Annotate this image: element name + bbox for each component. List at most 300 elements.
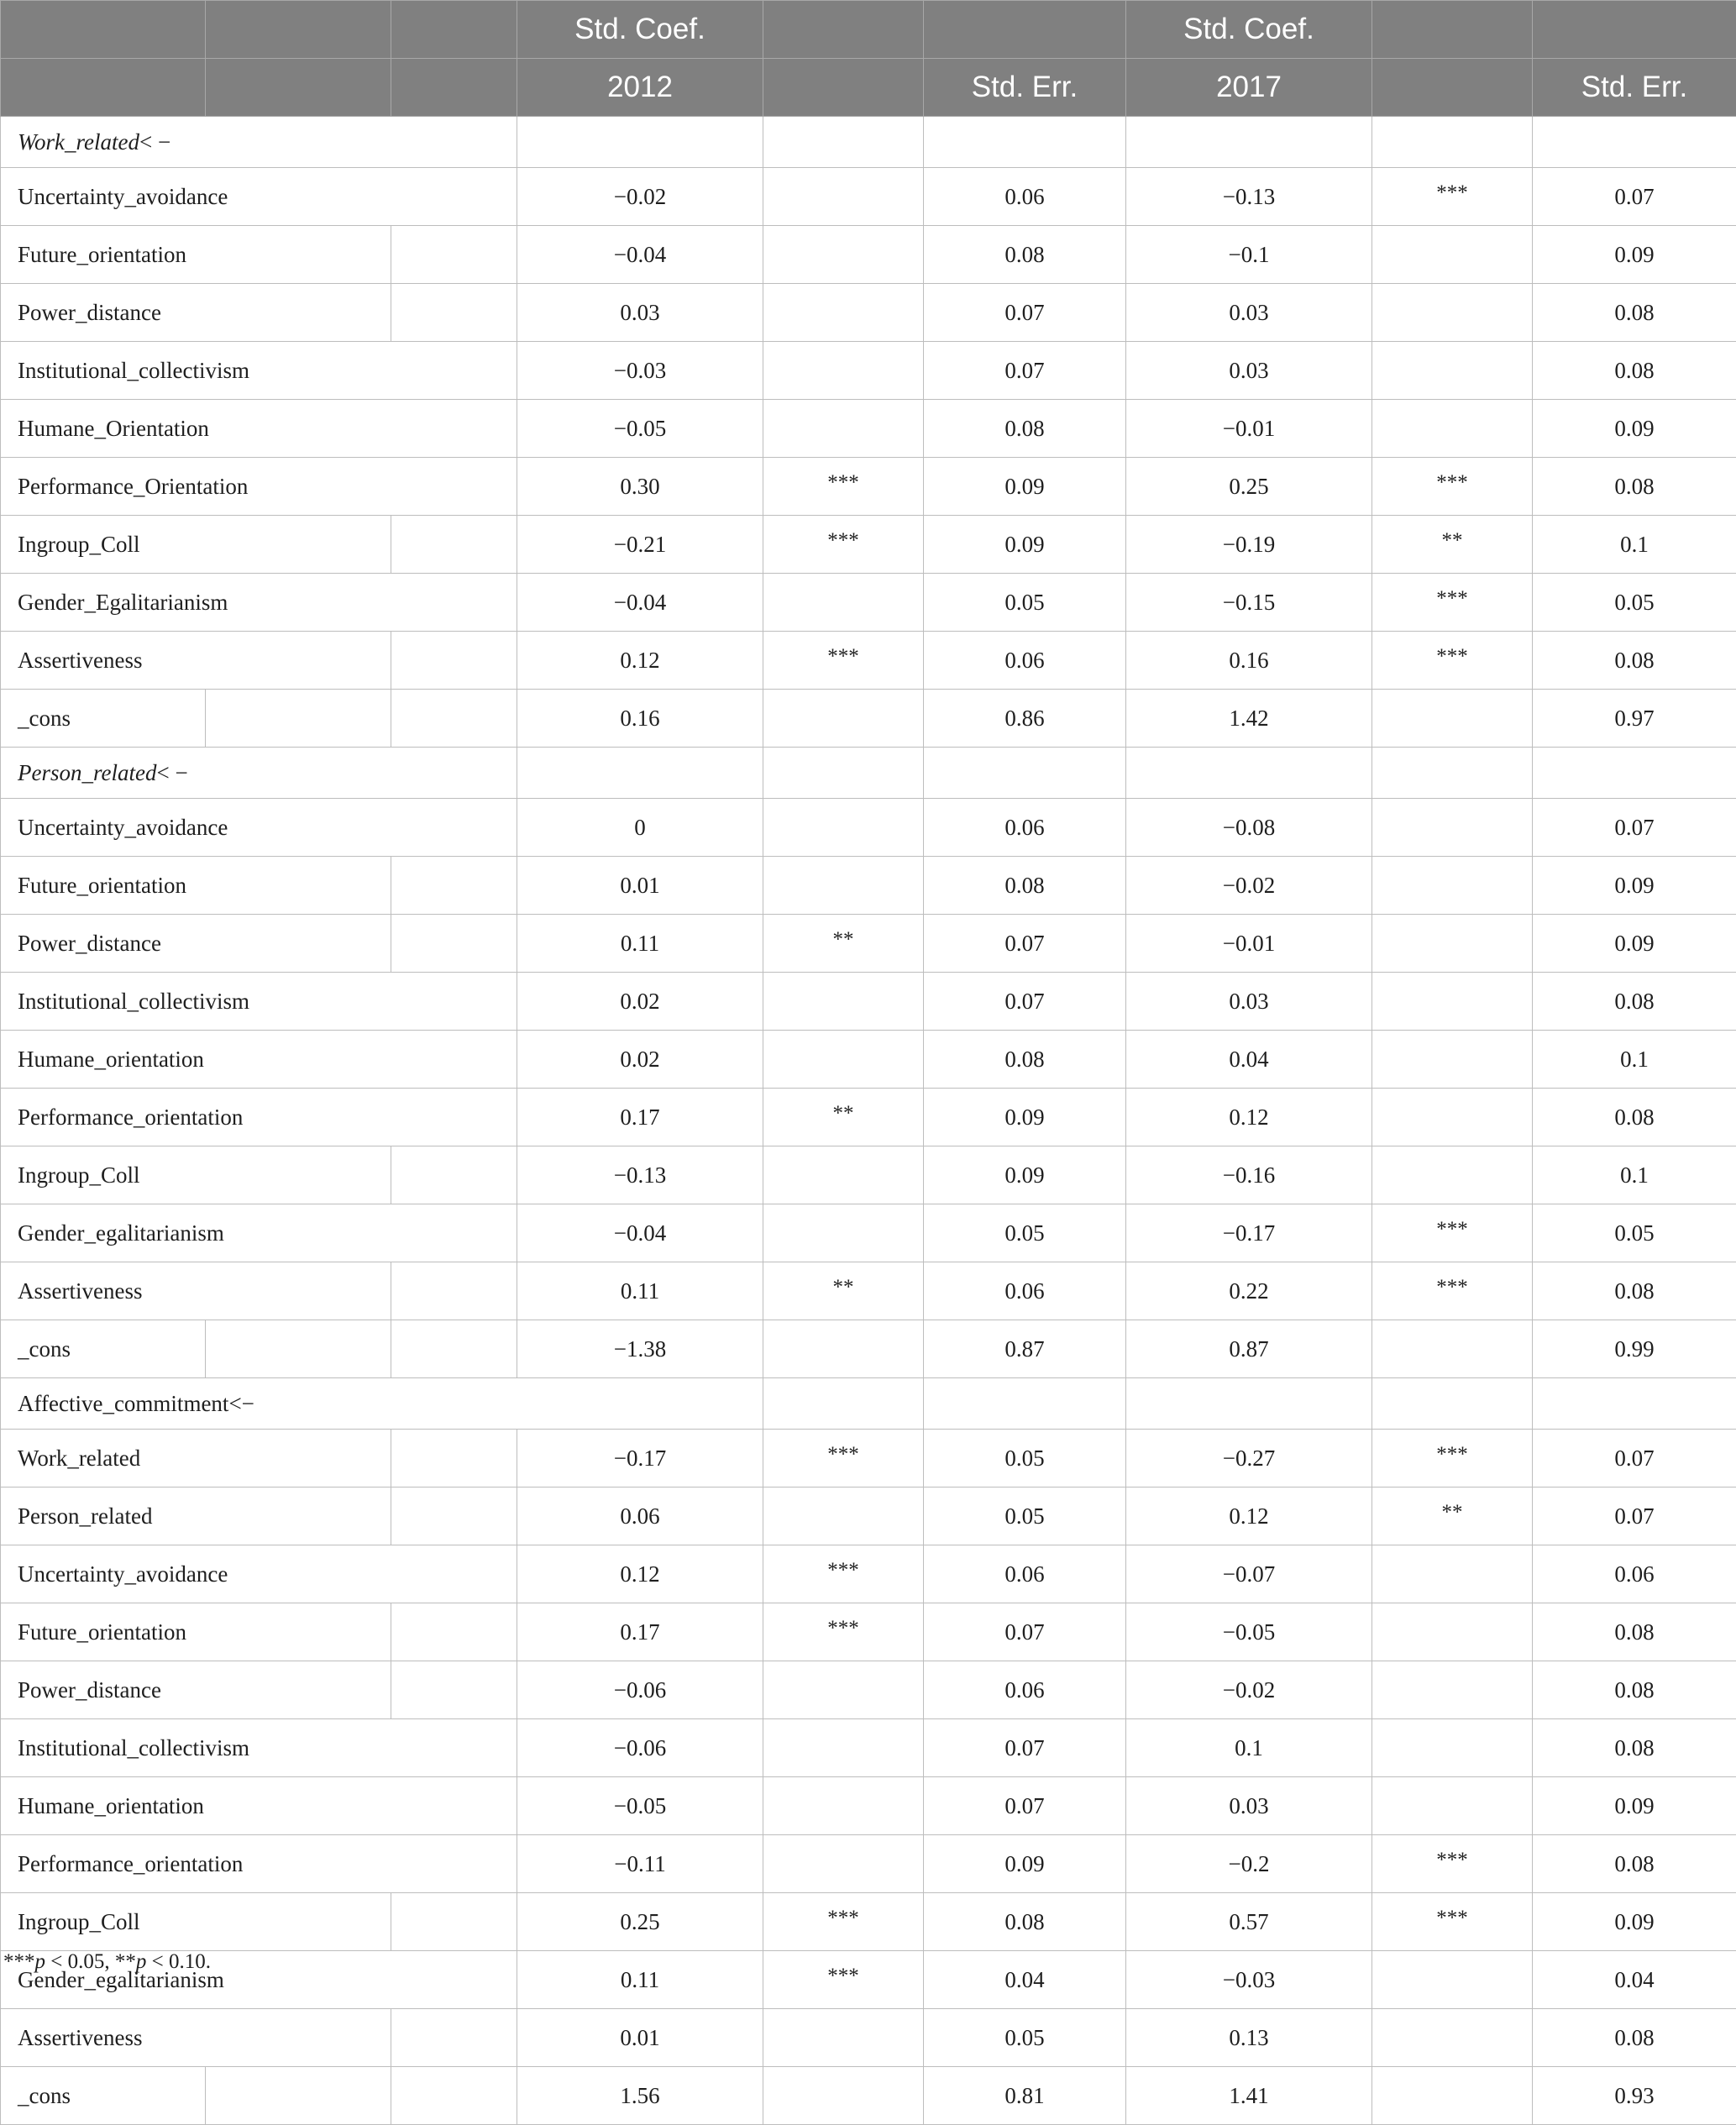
stderr-2017: 0.08	[1533, 342, 1736, 400]
sig-2017	[1372, 226, 1533, 284]
table-row	[1, 632, 1736, 690]
coef-2012: −0.13	[517, 1146, 763, 1204]
stderr-2012: 0.05	[924, 574, 1126, 632]
stderr-2012: 0.07	[924, 973, 1126, 1031]
row-label: Institutional_collectivism	[1, 1719, 517, 1777]
coef-2012: 0.01	[517, 2009, 763, 2067]
sig-2012: ***	[763, 1430, 924, 1488]
row-label: Work_related	[1, 1430, 391, 1488]
sig-2012	[763, 799, 924, 857]
empty-cell	[391, 632, 517, 690]
stderr-2017: 0.07	[1533, 1430, 1736, 1488]
coef-2012: 0	[517, 799, 763, 857]
sig-2012	[763, 1488, 924, 1545]
row-label: Performance_orientation	[1, 1089, 517, 1146]
table-row	[1, 2009, 1736, 2067]
coef-2017: −0.05	[1126, 1603, 1372, 1661]
sig-2017: ***	[1372, 1262, 1533, 1320]
stderr-2017: 0.08	[1533, 2009, 1736, 2067]
sig-2017	[1372, 2009, 1533, 2067]
stderr-2012: 0.06	[924, 632, 1126, 690]
stderr-2012: 0.87	[924, 1320, 1126, 1378]
sig-2012: ***	[763, 1893, 924, 1951]
stderr-2017: 0.93	[1533, 2067, 1736, 2125]
sig-2017: ***	[1372, 574, 1533, 632]
empty-cell	[1533, 117, 1736, 168]
footnote-stars-a: ***	[3, 1950, 35, 1973]
row-label: Future_orientation	[1, 1603, 391, 1661]
stderr-2017: 0.99	[1533, 1320, 1736, 1378]
sig-2017: ***	[1372, 1893, 1533, 1951]
section-title-cell	[1, 1378, 763, 1430]
stderr-2017: 0.08	[1533, 632, 1736, 690]
table-row	[1, 1089, 1736, 1146]
coef-2012: 0.25	[517, 1893, 763, 1951]
header-std-coef-2012: Std. Coef.	[517, 1, 763, 59]
sig-2012: ***	[763, 1545, 924, 1603]
row-label: Power_distance	[1, 284, 391, 342]
table-row	[1, 1893, 1736, 1951]
empty-cell	[924, 117, 1126, 168]
stderr-2017: 0.1	[1533, 1031, 1736, 1089]
row-label: Future_orientation	[1, 226, 391, 284]
table-row	[1, 690, 1736, 748]
row-label: Gender_Egalitarianism	[1, 574, 517, 632]
stderr-2012: 0.08	[924, 1031, 1126, 1089]
empty-cell	[517, 117, 763, 168]
row-label: Ingroup_Coll	[1, 1146, 391, 1204]
coef-2017: −0.17	[1126, 1204, 1372, 1262]
header-empty-cell	[1, 1, 206, 59]
empty-cell	[1372, 748, 1533, 799]
sig-2012	[763, 1777, 924, 1835]
sig-2012	[763, 1146, 924, 1204]
empty-cell	[391, 2067, 517, 2125]
empty-cell	[517, 748, 763, 799]
table-body	[1, 117, 1736, 2125]
coef-2017: −0.16	[1126, 1146, 1372, 1204]
stderr-2017: 0.09	[1533, 915, 1736, 973]
row-label: Uncertainty_avoidance	[1, 1545, 517, 1603]
sig-2012	[763, 284, 924, 342]
table-row	[1, 1488, 1736, 1545]
empty-cell	[391, 1661, 517, 1719]
sig-2017	[1372, 2067, 1533, 2125]
header-empty-cell	[1372, 1, 1533, 59]
empty-cell	[1372, 117, 1533, 168]
table-row	[1, 458, 1736, 516]
stderr-2017: 0.09	[1533, 226, 1736, 284]
table-row	[1, 1204, 1736, 1262]
stderr-2012: 0.07	[924, 284, 1126, 342]
sig-2012: ***	[763, 458, 924, 516]
stderr-2017: 0.08	[1533, 1089, 1736, 1146]
table-row	[1, 1545, 1736, 1603]
section-title: Person_related	[18, 760, 156, 785]
sig-2017: ***	[1372, 1430, 1533, 1488]
sig-2017	[1372, 1603, 1533, 1661]
table-row	[1, 1320, 1736, 1378]
footnote-text-a: < 0.05,	[45, 1950, 115, 1973]
row-label: Ingroup_Coll	[1, 1893, 391, 1951]
sig-2012	[763, 1031, 924, 1089]
empty-cell	[1533, 748, 1736, 799]
empty-cell	[391, 1320, 517, 1378]
stderr-2012: 0.09	[924, 1835, 1126, 1893]
header-empty-cell	[206, 59, 391, 117]
coef-2012: 0.11	[517, 1262, 763, 1320]
sig-2012	[763, 2009, 924, 2067]
stderr-2017: 0.1	[1533, 516, 1736, 574]
coef-2017: 0.87	[1126, 1320, 1372, 1378]
sig-2012	[763, 168, 924, 226]
coef-2017: 0.12	[1126, 1089, 1372, 1146]
table-row	[1, 799, 1736, 857]
sig-2017: **	[1372, 516, 1533, 574]
coef-2017: −0.07	[1126, 1545, 1372, 1603]
section-title: Affective_commitment	[18, 1391, 228, 1416]
section-heading-row	[1, 1378, 1736, 1430]
empty-cell	[391, 1146, 517, 1204]
footnote-text-b: < 0.10.	[146, 1950, 211, 1973]
sig-2017	[1372, 1146, 1533, 1204]
stderr-2017: 0.1	[1533, 1146, 1736, 1204]
sig-2012: ***	[763, 516, 924, 574]
stderr-2012: 0.05	[924, 1204, 1126, 1262]
row-label: Person_related	[1, 1488, 391, 1545]
sig-2012: **	[763, 1089, 924, 1146]
table-row	[1, 1031, 1736, 1089]
sig-2017: **	[1372, 1488, 1533, 1545]
row-label: Future_orientation	[1, 857, 391, 915]
table-row	[1, 1603, 1736, 1661]
row-label: Uncertainty_avoidance	[1, 168, 517, 226]
row-label: Uncertainty_avoidance	[1, 799, 517, 857]
stderr-2017: 0.09	[1533, 857, 1736, 915]
coef-2017: −0.02	[1126, 857, 1372, 915]
header-empty-cell	[1372, 59, 1533, 117]
sig-2012	[763, 1719, 924, 1777]
table-row	[1, 1951, 1736, 2009]
stderr-2012: 0.05	[924, 1430, 1126, 1488]
stderr-2012: 0.08	[924, 226, 1126, 284]
coef-2017: −0.1	[1126, 226, 1372, 284]
sig-2012: **	[763, 1262, 924, 1320]
header-std-err-2012: Std. Err.	[924, 59, 1126, 117]
table-row	[1, 574, 1736, 632]
table-row	[1, 1262, 1736, 1320]
table-row	[1, 342, 1736, 400]
sig-2017	[1372, 1777, 1533, 1835]
row-label: _cons	[1, 2067, 206, 2125]
empty-cell	[1533, 1378, 1736, 1430]
stderr-2017: 0.05	[1533, 1204, 1736, 1262]
coef-2017: −0.02	[1126, 1661, 1372, 1719]
table-row	[1, 1146, 1736, 1204]
empty-cell	[206, 1320, 391, 1378]
coef-2017: −0.2	[1126, 1835, 1372, 1893]
stderr-2017: 0.05	[1533, 574, 1736, 632]
stderr-2012: 0.06	[924, 168, 1126, 226]
sig-2017	[1372, 799, 1533, 857]
row-label: Power_distance	[1, 1661, 391, 1719]
row-label: _cons	[1, 1320, 206, 1378]
coef-2012: −0.06	[517, 1719, 763, 1777]
sig-2017: ***	[1372, 1204, 1533, 1262]
sig-2017	[1372, 1661, 1533, 1719]
empty-cell	[391, 2009, 517, 2067]
coef-2017: 0.03	[1126, 284, 1372, 342]
sig-2012	[763, 342, 924, 400]
stderr-2017: 0.08	[1533, 458, 1736, 516]
stderr-2017: 0.09	[1533, 400, 1736, 458]
table-footnote	[3, 1950, 211, 1974]
stderr-2017: 0.06	[1533, 1545, 1736, 1603]
coef-2012: 0.01	[517, 857, 763, 915]
empty-cell	[1372, 1378, 1533, 1430]
section-title-cell	[1, 117, 517, 168]
empty-cell	[391, 1603, 517, 1661]
sig-2017: ***	[1372, 632, 1533, 690]
stderr-2017: 0.08	[1533, 1262, 1736, 1320]
stderr-2017: 0.09	[1533, 1893, 1736, 1951]
stderr-2012: 0.09	[924, 1146, 1126, 1204]
stderr-2017: 0.09	[1533, 1777, 1736, 1835]
stderr-2012: 0.05	[924, 2009, 1126, 2067]
section-heading-row	[1, 117, 1736, 168]
coef-2017: 0.57	[1126, 1893, 1372, 1951]
coef-2012: 0.17	[517, 1603, 763, 1661]
sig-2017	[1372, 1719, 1533, 1777]
table-row	[1, 284, 1736, 342]
sig-2012	[763, 857, 924, 915]
sig-2017	[1372, 284, 1533, 342]
sig-2012	[763, 690, 924, 748]
row-label: Assertiveness	[1, 2009, 391, 2067]
stderr-2012: 0.08	[924, 857, 1126, 915]
table-row	[1, 1835, 1736, 1893]
row-label: Gender_egalitarianism	[1, 1204, 517, 1262]
row-label: Power_distance	[1, 915, 391, 973]
coef-2012: 0.30	[517, 458, 763, 516]
stderr-2012: 0.07	[924, 915, 1126, 973]
sig-2017	[1372, 1951, 1533, 2009]
empty-cell	[1126, 1378, 1372, 1430]
header-row-2	[1, 59, 1736, 117]
stderr-2017: 0.08	[1533, 973, 1736, 1031]
sig-2017	[1372, 1089, 1533, 1146]
stderr-2017: 0.07	[1533, 168, 1736, 226]
empty-cell	[391, 1430, 517, 1488]
row-label: Performance_Orientation	[1, 458, 517, 516]
sig-2017	[1372, 973, 1533, 1031]
row-label: Institutional_collectivism	[1, 342, 517, 400]
coef-2017: −0.13	[1126, 168, 1372, 226]
sig-2017	[1372, 1545, 1533, 1603]
coef-2012: −0.05	[517, 400, 763, 458]
coef-2012: 0.11	[517, 915, 763, 973]
empty-cell	[763, 1378, 924, 1430]
stderr-2012: 0.07	[924, 1603, 1126, 1661]
coef-2012: 0.03	[517, 284, 763, 342]
coef-2017: 0.03	[1126, 342, 1372, 400]
table-row	[1, 168, 1736, 226]
coef-2012: −0.04	[517, 574, 763, 632]
coef-2017: −0.08	[1126, 799, 1372, 857]
sig-2012	[763, 1320, 924, 1378]
row-label: Gender_egalitarianism	[1, 1951, 517, 2009]
stderr-2012: 0.07	[924, 342, 1126, 400]
header-std-err-2017: Std. Err.	[1533, 59, 1736, 117]
coef-2017: 0.13	[1126, 2009, 1372, 2067]
coef-2012: 0.16	[517, 690, 763, 748]
stderr-2012: 0.06	[924, 1661, 1126, 1719]
section-arrow: < −	[139, 129, 170, 155]
sig-2012	[763, 1835, 924, 1893]
empty-cell	[391, 1893, 517, 1951]
coef-2017: 0.04	[1126, 1031, 1372, 1089]
coef-2017: 0.22	[1126, 1262, 1372, 1320]
coef-2012: 1.56	[517, 2067, 763, 2125]
sig-2012	[763, 400, 924, 458]
header-empty-cell	[924, 1, 1126, 59]
empty-cell	[391, 516, 517, 574]
coef-2017: −0.15	[1126, 574, 1372, 632]
stderr-2012: 0.09	[924, 458, 1126, 516]
sig-2012: **	[763, 915, 924, 973]
stderr-2017: 0.97	[1533, 690, 1736, 748]
row-label: Humane_orientation	[1, 1031, 517, 1089]
empty-cell	[391, 690, 517, 748]
empty-cell	[1126, 748, 1372, 799]
coef-2012: 0.12	[517, 632, 763, 690]
row-label: Assertiveness	[1, 632, 391, 690]
coef-2012: −0.05	[517, 1777, 763, 1835]
coef-2012: 0.11	[517, 1951, 763, 2009]
table-row	[1, 2067, 1736, 2125]
stderr-2012: 0.05	[924, 1488, 1126, 1545]
stderr-2012: 0.09	[924, 516, 1126, 574]
section-title-cell	[1, 748, 517, 799]
sig-2012	[763, 2067, 924, 2125]
sig-2017: ***	[1372, 1835, 1533, 1893]
empty-cell	[763, 748, 924, 799]
stderr-2012: 0.06	[924, 799, 1126, 857]
row-label: Humane_orientation	[1, 1777, 517, 1835]
stderr-2012: 0.09	[924, 1089, 1126, 1146]
header-std-coef-2017: Std. Coef.	[1126, 1, 1372, 59]
header-year-2017: 2017	[1126, 59, 1372, 117]
empty-cell	[924, 1378, 1126, 1430]
sig-2017	[1372, 400, 1533, 458]
coef-2012: 0.17	[517, 1089, 763, 1146]
header-empty-cell	[1533, 1, 1736, 59]
coef-2012: −0.06	[517, 1661, 763, 1719]
table-row	[1, 516, 1736, 574]
section-arrow: < −	[156, 760, 187, 785]
stderr-2017: 0.04	[1533, 1951, 1736, 2009]
coef-2017: 0.03	[1126, 973, 1372, 1031]
coef-2012: 0.06	[517, 1488, 763, 1545]
sig-2012	[763, 1204, 924, 1262]
row-label: Assertiveness	[1, 1262, 391, 1320]
empty-cell	[391, 1262, 517, 1320]
row-label: Humane_Orientation	[1, 400, 517, 458]
coef-2012: 0.02	[517, 973, 763, 1031]
empty-cell	[391, 226, 517, 284]
row-label: _cons	[1, 690, 206, 748]
coef-2017: −0.27	[1126, 1430, 1372, 1488]
section-title: Work_related	[18, 129, 139, 155]
coef-2012: −0.04	[517, 1204, 763, 1262]
section-arrow: <−	[228, 1391, 254, 1416]
table-row	[1, 1661, 1736, 1719]
coef-2012: −0.02	[517, 168, 763, 226]
coef-2012: 0.02	[517, 1031, 763, 1089]
empty-cell	[1126, 117, 1372, 168]
table-row	[1, 915, 1736, 973]
stderr-2012: 0.08	[924, 400, 1126, 458]
coef-2017: −0.03	[1126, 1951, 1372, 2009]
coef-2017: 1.42	[1126, 690, 1372, 748]
sig-2012	[763, 574, 924, 632]
stderr-2017: 0.08	[1533, 1661, 1736, 1719]
coef-2017: −0.01	[1126, 915, 1372, 973]
stderr-2012: 0.07	[924, 1719, 1126, 1777]
coef-2012: −0.21	[517, 516, 763, 574]
coef-2017: −0.19	[1126, 516, 1372, 574]
stderr-2017: 0.08	[1533, 1603, 1736, 1661]
sig-2017	[1372, 342, 1533, 400]
footnote-p-a: p	[35, 1950, 46, 1973]
sig-2012	[763, 226, 924, 284]
stderr-2012: 0.06	[924, 1262, 1126, 1320]
coef-2017: 0.25	[1126, 458, 1372, 516]
sig-2017: ***	[1372, 168, 1533, 226]
table-row	[1, 400, 1736, 458]
row-label: Institutional_collectivism	[1, 973, 517, 1031]
empty-cell	[206, 690, 391, 748]
table-row	[1, 973, 1736, 1031]
sig-2017	[1372, 1031, 1533, 1089]
header-empty-cell	[1, 59, 206, 117]
coef-2017: 0.03	[1126, 1777, 1372, 1835]
table-row	[1, 226, 1736, 284]
header-empty-cell	[391, 1, 517, 59]
coef-2012: −0.03	[517, 342, 763, 400]
empty-cell	[391, 857, 517, 915]
table-row	[1, 1777, 1736, 1835]
stderr-2012: 0.81	[924, 2067, 1126, 2125]
coef-2017: 0.12	[1126, 1488, 1372, 1545]
coef-2012: 0.12	[517, 1545, 763, 1603]
stderr-2012: 0.04	[924, 1951, 1126, 2009]
coef-2017: −0.01	[1126, 400, 1372, 458]
row-label: Performance_orientation	[1, 1835, 517, 1893]
header-row-1	[1, 1, 1736, 59]
sig-2017	[1372, 857, 1533, 915]
coef-2012: −0.04	[517, 226, 763, 284]
coef-2012: −0.17	[517, 1430, 763, 1488]
sig-2012: ***	[763, 1603, 924, 1661]
section-heading-row	[1, 748, 1736, 799]
empty-cell	[206, 2067, 391, 2125]
stderr-2017: 0.07	[1533, 1488, 1736, 1545]
stderr-2017: 0.08	[1533, 1719, 1736, 1777]
coef-2017: 1.41	[1126, 2067, 1372, 2125]
coef-2017: 0.16	[1126, 632, 1372, 690]
table-row	[1, 1719, 1736, 1777]
